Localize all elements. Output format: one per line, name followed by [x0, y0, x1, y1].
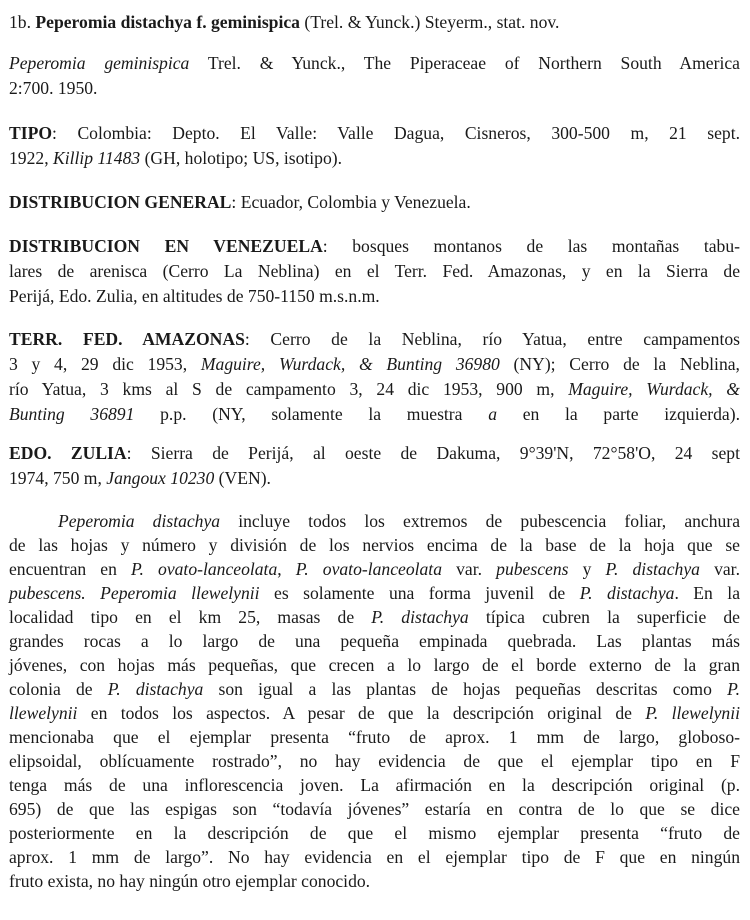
- distribucion-venezuela-label: DISTRIBUCION EN VENEZUELA: [9, 236, 323, 256]
- discussion-line-16: fruto exista, no hay ningún otro ejemplar conocido.: [9, 871, 371, 891]
- zulia-label: EDO. ZULIA: [9, 443, 127, 463]
- entry-heading: [9, 10, 745, 34]
- amazonas-line-1: TERR. FED. AMAZONAS: Cerro de la Neblina, río Yatua, entre campamentos: [9, 329, 740, 349]
- basionym-line-1: Peperomia geminispica Trel. & Yunck., The Piperaceae of Northern South America: [9, 53, 740, 73]
- tipo-line-1: TIPO: Colombia: Depto. El Valle: Valle Dagua, Cisneros, 300-500 m, 21 sept.: [9, 123, 740, 143]
- amazonas-collector-1: Maguire, Wurdack, & Bunting 36980: [200, 354, 500, 374]
- zulia-collector: Jangoux 10230: [106, 468, 215, 488]
- tipo-line-2: 1922, Killip 11483 (GH, holotipo; US, isotipo).: [9, 148, 343, 168]
- tipo-label: TIPO: [9, 123, 53, 143]
- basionym-line-2: 2:700. 1950.: [9, 78, 98, 98]
- amazonas-collector-2b: Bunting 36891: [9, 404, 135, 424]
- taxon-name: Peperomia distachya f. geminispica: [35, 12, 300, 32]
- discussion-line-5: localidad tipo en el km 25, masas de P. distachya típica cubren la superficie de: [9, 607, 740, 627]
- zulia-line-1: EDO. ZULIA: Sierra de Perijá, al oeste de Dakuma, 9°39'N, 72°58'O, 24 sept: [9, 443, 740, 463]
- discussion-line-15: aprox. 1 mm de largo”. No hay evidencia en el ejemplar tipo de F que en ningún: [9, 847, 740, 867]
- discussion-line-6: grandes rocas a lo largo de una pequeña empinada quebrada. Las plantas más: [9, 631, 740, 651]
- amazonas-line-4: Bunting 36891 p.p. (NY, solamente la muestra a en la parte izquierda).: [9, 404, 741, 424]
- distribucion-venezuela-line-2: lares de arenisca (Cerro La Neblina) en el Terr. Fed. Amazonas, y en la Sierra de: [9, 261, 740, 281]
- discussion-line-8: colonia de P. distachya son igual a las plantas de hojas pequeñas descritas como P.: [9, 679, 740, 699]
- amazonas-line-3: río Yatua, 3 kms al S de campamento 3, 24 dic 1953, 900 m, Maguire, Wurdack, &: [9, 379, 740, 399]
- discussion-line-3: encuentran en P. ovato-lanceolata, P. ovato-lanceolata var. pubescens y P. distachya var.: [9, 559, 740, 579]
- discussion-line-4: pubescens. Peperomia llewelynii es solamente una forma juvenil de P. distachya. En la: [9, 583, 741, 603]
- discussion-line-10: mencionaba que el ejemplar presenta “fruto de aprox. 1 mm de largo, globoso-: [9, 727, 740, 747]
- discussion-line-1: Peperomia distachya incluye todos los extremos de pubescencia foliar, anchura: [58, 511, 741, 531]
- amazonas-line-2: 3 y 4, 29 dic 1953, Maguire, Wurdack, & Bunting 36980 (NY); Cerro de la Neblina,: [9, 354, 740, 374]
- entry-number: 1b.: [9, 12, 31, 32]
- discussion-line-2: de las hojas y número y división de los nervios encima de la base de la hoja que se: [9, 535, 740, 555]
- basionym-name: Peperomia geminispica: [9, 53, 190, 73]
- taxon-authors: (Trel. & Yunck.) Steyerm., stat. nov.: [304, 12, 560, 32]
- discussion-line-9: llewelynii en todos los aspectos. A pesar de que la descripción original de P. llewelynii: [9, 703, 740, 723]
- discussion-line-14: posteriormente en la descripción de que el mismo ejemplar presenta “fruto de: [9, 823, 740, 843]
- discussion-line-7: jóvenes, con hojas más pequeñas, que crecen a lo largo de el borde externo de la gran: [9, 655, 740, 675]
- distribucion-venezuela-line-1: DISTRIBUCION EN VENEZUELA: bosques montanos de las montañas tabu-: [9, 236, 740, 256]
- amazonas-collector-2a: Maguire, Wurdack, &: [568, 379, 740, 399]
- zulia-line-2: 1974, 750 m, Jangoux 10230 (VEN).: [9, 468, 271, 488]
- distribucion-general-label: DISTRIBUCION GENERAL: [9, 192, 232, 212]
- tipo-collector: Killip 11483: [53, 148, 141, 168]
- distribucion-venezuela-line-3: Perijá, Edo. Zulia, en altitudes de 750-1150 m.s.n.m.: [9, 286, 380, 306]
- amazonas-label: TERR. FED. AMAZONAS: [9, 329, 245, 349]
- discussion-line-11: elipsoidal, oblícuamente rostrado”, no hay evidencia de que el ejemplar tipo en F: [9, 751, 740, 771]
- discussion-line-12: tenga más de una inflorescencia joven. La afirmación en la descripción original (p.: [9, 775, 740, 795]
- distribucion-general: DISTRIBUCION GENERAL: Ecuador, Colombia y Venezuela.: [9, 192, 471, 212]
- discussion-line-13: 695) de que las espigas son “todavía jóvenes” estaría en contra de lo que se dice: [9, 799, 740, 819]
